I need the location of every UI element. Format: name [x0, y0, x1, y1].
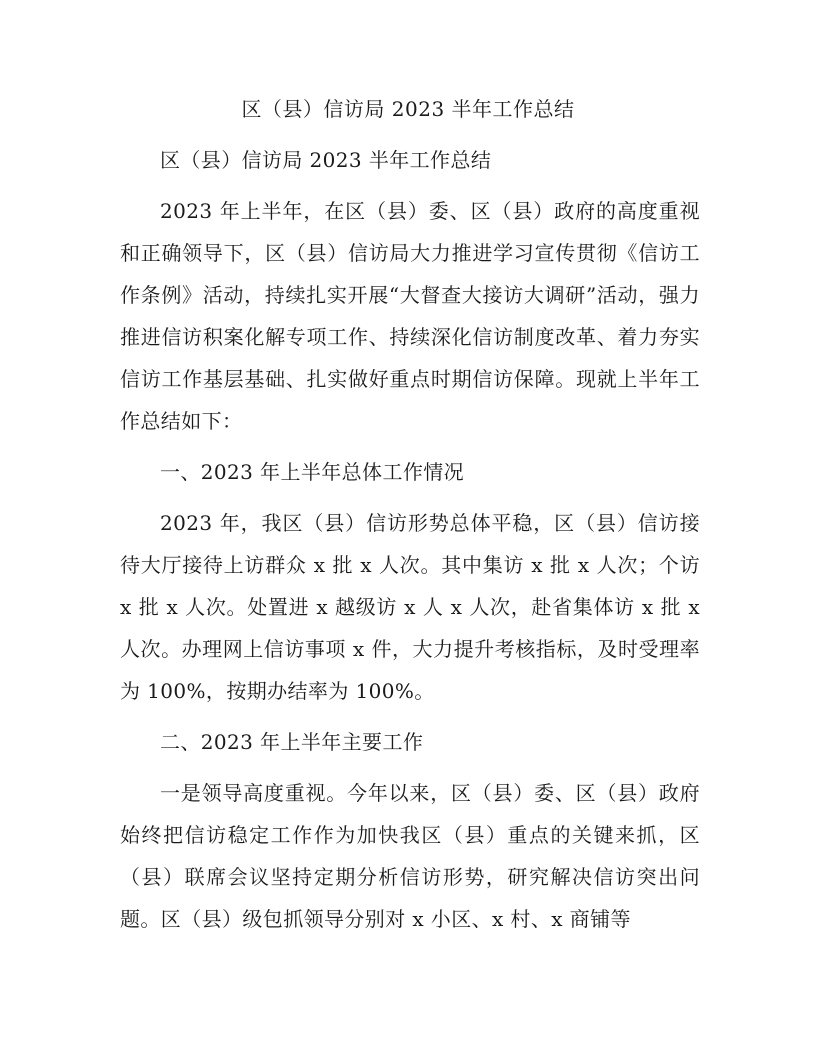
paragraph-main-work: 一是领导高度重视。今年以来，区（县）委、区（县）政府始终把信访稳定工作作为加快我区（县）重点的关键来抓，区（县）联席会议坚持定期分析信访形势，研究解决信访突出问题。区（县）级包抓领导分别对 x 小区、x 村、x 商铺等 — [120, 781, 700, 931]
paragraph-intro: 2023 年上半年，在区（县）委、区（县）政府的高度重视和正确领导下，区（县）信访局大力推进学习宣传贯彻《信访工作条例》活动，持续扎实开展“大督查大接访大调研”活动，强力推进信访积案化解专项工作、持续深化信访制度改革、着力夯实信访工作基层基础、扎实做好重点时期信访保障。现就上半年工作总结如下： — [120, 199, 700, 433]
document-title: 区（县）信访局 2023 半年工作总结 — [241, 97, 575, 121]
document-body — [120, 139, 700, 949]
paragraph-overview: 2023 年，我区（县）信访形势总体平稳，区（县）信访接待大厅接待上访群众 x 批 x 人次。其中集访 x 批 x 人次；个访 x 批 x 人次。处置进 x 越级访 x 人 x 人次，赴省集体访 x 批 x 人次。办理网上信访事项 x 件，大力提升考核指标，及时受理率为 100%，按期办结率为 100%。 — [120, 511, 700, 703]
document-subtitle: 区（县）信访局 2023 半年工作总结 — [160, 148, 492, 172]
section-heading-overview: 一、2023 年上半年总体工作情况 — [160, 460, 465, 484]
section-heading-main-work: 二、2023 年上半年主要工作 — [160, 730, 424, 754]
